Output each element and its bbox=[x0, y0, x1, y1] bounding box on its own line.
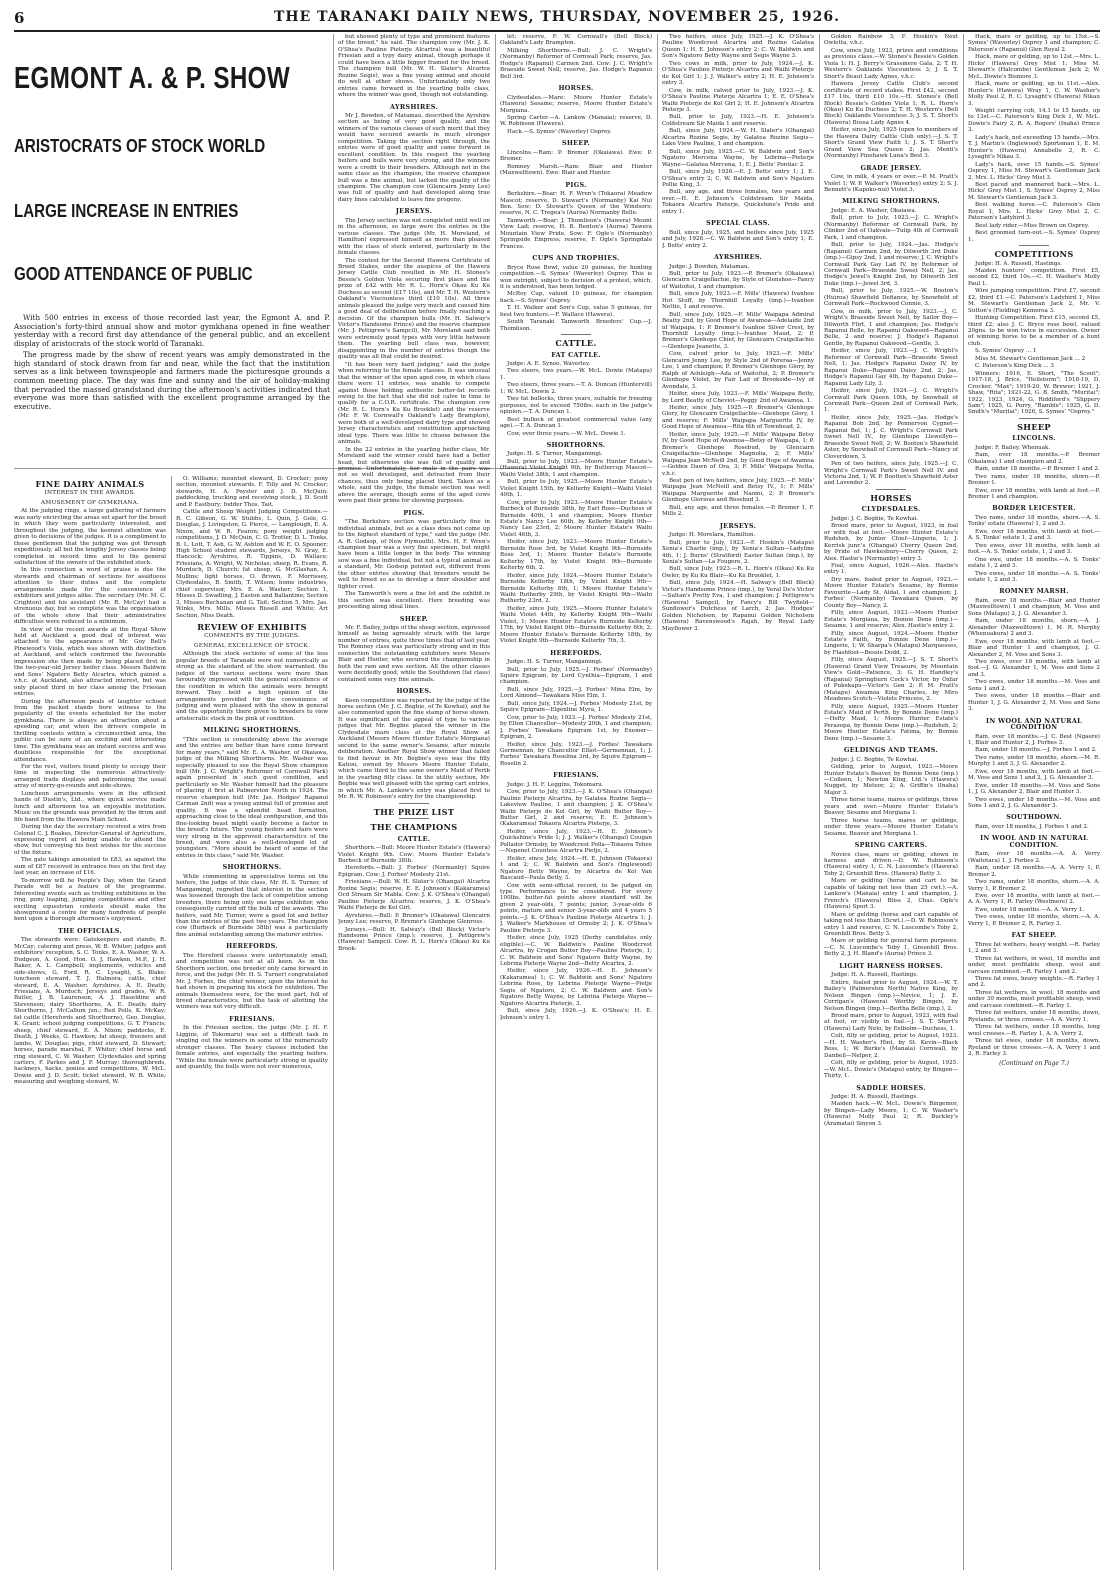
section-heading: CATTLE. bbox=[397, 834, 431, 843]
article-paragraph: Novice class, mare or gelding, shown in harness and driven.—D. W. Robinson's (Hawera) entry 1; C. N. Luscombe's (Hawera) Toby 2; Greenhill Bros. (Hawera) Betty 3. bbox=[824, 851, 958, 877]
article-paragraph: Three fat wethers, heavy weight.—R. Farley 1, 2 and 3. bbox=[968, 941, 1100, 955]
column-1 bbox=[14, 476, 166, 1570]
section-heading: PIGS. bbox=[565, 180, 587, 189]
article-paragraph: Cow, calved prior to July, 1923.—F. Mills' Glencairn Jenny Lee, by Style 2nd of Poreraa—Jenny Lee, 1 and champion; P. Bremer's Glenhope Glory, by Ralph of Ashleigh—Ada of Waitoitoi, 2; P. Bremer's Glenhope Violet, by Fair Lad of Brookside—Ivy of Avondale, 3. bbox=[662, 351, 814, 390]
section-heading: MILKING SHORTHORNS. bbox=[842, 197, 940, 206]
article-paragraph: Best pen of two heifers, since July, 1925.—F. Mills' Waipapa Jean McNeill and Betsy IV., 1; F. Mills' Waipapa Marguerite and Naomi, 2; P. Bremer's Glenhope Glorious and Rosebud 3. bbox=[662, 478, 814, 504]
article-paragraph: Hawera Jersey Cattle Club's second certificate of record stakes. First £42, second £17 10s, third £10 10s.—H. Stones's (Bell Block) Bessie's Golden Viola 1; R. L. Horn's (Okau) Ku Ku Duchess 2; T. H. Western's (Bell Block) Oaklands Viscountess 3; J. S. T. Short's (Hawera) Bossa Lady Agnes 4. bbox=[824, 81, 958, 126]
article-paragraph: Ram, under 18 months, shorn.—A. J. Alexander (Maxwelltown) 1, M. R. Murphy (Whenuakura) 2 and 3. bbox=[968, 618, 1100, 638]
section-heading: SHORTHORNS. bbox=[546, 441, 606, 450]
section-heading: SHEEP bbox=[1017, 421, 1051, 432]
article-paragraph: The gate takings amounted to £83, as against the sum of £87 received in entrance fees on the first day last year, an increase of £16. bbox=[14, 857, 166, 877]
article-paragraph: The Hereford classes were unfortunately small, and competition was not at all keen. As in the Shorthorn section, one breeder only came forward in force, and the judge (Mr. H. S. Turner) congratulated Mr. J. Forbes, the chief winner, upon the interest he had shown in preparing his stock for exhibition. The animals themselves were, for the most part, full of breed characteristics, but the task of allotting the winners was not very difficult. bbox=[176, 952, 328, 1011]
article-paragraph: Two rams, under 18 months, shorn.—A. A. Verry 1, P. Bremer 2. bbox=[968, 879, 1100, 892]
article-paragraph: Cow, prior to July, 1923.—Moore Hunter Estate's Burbeck of Burnside 38th, by Earl Ross—Duchess of Burnside 40th, 1 and champion; Moore Hunter Estate's Nancy Lee 60th, by Kellerby Knight 9th—Nancy Lee 23rd, 2; Moore Hunter Estate's Waihi Violet 46th, 3. bbox=[500, 499, 652, 538]
article-paragraph: Ram, under 18 months.—P. Bremer 1 and 2. bbox=[975, 466, 1100, 473]
article-paragraph: McRoy Cup, valued 10 guineas, for champion hack.—S. Symes' Osprey. bbox=[500, 291, 652, 304]
article-paragraph: Bull, since July, 1923.—R. L. Horn's (Okau) Ku Ku Owler, by Ku Ku Blair—Ku Ku Brooklet, 1. bbox=[662, 566, 814, 579]
article-paragraph: Ram, over 18 months.—Blair and Hunter (Maxwelltown) 1 and champion, M. Voss and Sons (Matapu) 2, J. G. Alexander 3. bbox=[968, 597, 1100, 617]
article-paragraph: O. Williams; mounted steward, D. Crocker; pony section, mounted stewards, F. Tilly and N. Crocker; stewards, H. A. Poyster and J. D. McQuin; paddocking, trucking and receiving stock, J. D. Scott and P. Eastbury; fodder Thos. Tait. bbox=[176, 476, 328, 508]
article-paragraph: Cow, in milk, calved prior to July, 1923.—J. K. O'Shea's Pauline Pieterje Alcartra 1; E. E. O'Shea's Waihi Pieterje de Kol Girl 2; H. E. Johnson's Alcartra Pieterje 3. bbox=[662, 87, 814, 113]
article-paragraph: Clydesdales.—Mare: Moore Hunter Estate's (Hawera) Sesame; reserve, Moore Hunter Estate's Morgiana. bbox=[500, 94, 652, 114]
article-paragraph: Judge: J. Bowden, Matamau. bbox=[669, 263, 750, 270]
article-paragraph: Mare or gelding (horse and cart to be capable of taking not less than 25 cwt.).—A. Lankow's (Manaia) entry 1 and champion, J. French's (Hawera) Bliss 2, Chas. Ogle's (Hawera) Sport 3. bbox=[824, 878, 958, 911]
column-4 bbox=[500, 34, 652, 1570]
article-paragraph: Dry mare, foaled prior to August, 1923.—Moore Hunter Estate's Sesame, by Bonnie Favourite—Lady St. Aldal, 1 and champion; J. Forbes' (Normanby) Tawakara Queen, by County Boy—Nancy, 2. bbox=[824, 576, 958, 609]
article-paragraph: "This section is considerably above the average and the entries are better than have come forward for many years," said Mr. E. A. Washer, of Okaiawa, judge of the Milking Shorthorns. Mr. Washer was especially pleased to see the Royal Show champion bull (Mr. J. C. Wright's Reformer of Cornwall Park) again presented in such good condition, and particularly so Mr. Washer himself had the pleasure of placing it first at Palmerston North in 1924. The reserve champion bull (Mr. Jas. Hodges' Rapanui Carman 2nd) was a young animal full of promise and quality. It was a splendid head formation, approaching close to the ideal configuration, and this fine-looking beast might easily become a factor in the breed's future. The young heifers and fairs were very strong in the approved characteristics of the breed, and were also a well-developed lot of youngsters. "More should be heard of some of the entries in this class," said Mr. Washer. bbox=[176, 736, 328, 859]
article-paragraph: Heifer, since July, 1924.—J. C. Wright's Cornwall Park Queen 10th, by Snowball of Cornwall Park—Queen 2nd of Cornwall Park, 1. bbox=[824, 388, 958, 414]
continued-note: (Continued on Page 7.) bbox=[999, 1060, 1069, 1068]
article-paragraph: Filly, since August, 1925.—Moore Hunter Estate's Maid of Perth, by Bonnie Dene (imp.)—Hefty Maid, 1; Moore Hunter Estate's Perazopa, by Bonnie Dene (imp.)—Rudsheh, 2; Moore Hunter Estate's Fatima, by Bonnie Dene (imp.)—Sesame 3. bbox=[824, 703, 958, 742]
section-heading: FAT SHEEP. bbox=[1011, 931, 1057, 940]
article-paragraph: S. Symes' Osprey ... 1 bbox=[975, 348, 1037, 355]
article-paragraph: Maiden hack.—W. McL. Dowie's Bingemor, by Bingen—Lady Moore, 1; C. W. Washer's (Hawera) Molly Paul 2; R. Buckley's (Aramatai) Sinyon 3. bbox=[824, 1101, 958, 1127]
section-heading: CLYDESDALES. bbox=[861, 505, 921, 514]
article-paragraph: Ram, under 18 months.—A. A. Verry 1, P. Bremer 2. bbox=[968, 865, 1100, 878]
column-7 bbox=[968, 34, 1100, 1570]
article-paragraph: Hunting Competition. First £15, second £5, third £2; also J. C. Bryce rose bowl, valued 20gns. to be won twice in succession. Owner of winning horse to be a member of a hunt club. bbox=[968, 315, 1100, 347]
article-paragraph: Cow with semi-official record, to be judged on type. Performance to be considered. For every 100lbs. butter-fat points above standard will be given 2 year-olds, 7 points; junior, 3-year-olds 6 points, mature and senior 3-year-olds and 4 years 5 points.—J. K. O'Shea's Pauline Pieterje Alcartra 1; J. J. Walker's Markhouse of Ormsby 2; J. K. O'Shea's Pauline Pieterje 3. bbox=[500, 882, 652, 934]
article-paragraph: Ewe, over 18 months, with lamb at foot.—P. Bremer 1 and champion. bbox=[968, 487, 1100, 500]
article-paragraph: Bull, since July, 1924.—W. H. Slater's (Ohangai) Alcartra Rozine Segis, by Galatea Rozine Segis—Lake View Pauline, 1 and champion. bbox=[662, 128, 814, 148]
section-heading: FAT CATTLE. bbox=[551, 350, 601, 359]
article-paragraph: Ram, over 18 months.—J. C. Best (Ngaere) 1, Blair and Hunter 2, J. Forbes 3. bbox=[968, 733, 1100, 746]
article-paragraph: Mare or gelding for general farm purposes.—C. N. Luscombe's Toby 1, Greenhill Bros. Betty 2, J. H. Bland's (Auroa) Prince 3. bbox=[824, 938, 958, 958]
article-paragraph: Jerseys.—Bull: H. Salway's (Bell Block) Victor's Handsome Prince (imp.); reserve, J. Pettigrew's (Hawera) Sampcil. Cow: R. L. Horn's (Okau) Ku Ku Brook- bbox=[338, 926, 490, 952]
article-paragraph: Cow, in milk, 4 years or over.—P. M. Pratt's Violet 1; W. P. Walker's (Waverley) entry 2; S. J. Bennett's (Kapoko-nui) Violet 3. bbox=[824, 174, 958, 193]
article-paragraph: Cow, in milk, prior to July, 1923.—J. C. Wright's Braeside Sweet Nell, by Sailor Boy—Dilworth Flirt, 1 and champion; Jas. Hodge's Rapanui Belle, by Rapanui Oakwood—Rapanui Belle, 2 and reserve; J. Hodge's Rapanui Gentle, by Rapanui Oakwood—Gentle, 3. bbox=[824, 308, 958, 347]
article-paragraph: Brood mare, prior to August, 1923, with foal at foot, or visibly in foal.—J. S. T. Short's (Hawera) Lady Nelo, by Eelbolm—Duchess, 1. bbox=[824, 1012, 958, 1032]
section-heading: BORDER LEICESTER. bbox=[992, 504, 1076, 513]
article-paragraph: Wire jumping competition. First £7, second £2, third £1.—C. Paterson's Ladybird 1, Miss M. Stewart's Gentleman Jack 2, Mr. V. Sutton's (Fielding) Kemeroa 3. bbox=[968, 288, 1100, 314]
section-subheading: GENERAL EXCELLENCE OF STOCK. bbox=[193, 642, 311, 649]
article-paragraph: Winners: 1916, E. Short, "The Scout"; 1917-18, J. Brice, "Heilstorm"; 1918-19, D. Crocker, "Max"; 1919-20, W. Brewer; 1921, J. Shaw, "Rita"; 1921-22, G. B. Smith, "Muritai"; 1922, 1923, 1924, G. Riddiford's "Slippery Sam"; 1925, G. Perry, "Ramble"; 1925, G. D. Smith's "Muritai"; 1926, S. Symes' "Osprey." bbox=[968, 370, 1100, 416]
column-2 bbox=[176, 476, 328, 1570]
article-paragraph: Three horse teams, mares or geldings, under three years.—Moore Hunter Estate's Sesame, Beaver and Morgiana 1. bbox=[824, 817, 958, 837]
article-paragraph: Heifer, since July, 1923.—Moore Hunter Estate's Burnside Rose 3rd, by Violet Knight 9th—Burnside Rose 3rd, 1; Moore Hunter Estate's Burnside Kelterby 17th, by Violet Knight 9th—Burnside Kelterby 6th, 2. bbox=[500, 539, 652, 572]
article-paragraph: Bull, prior to July, 1923.—H. E. Johnson's Coldstream Sir Maida 1 and reserve. bbox=[662, 114, 814, 127]
section-subheading: COMMENTS BY THE JUDGES. bbox=[204, 633, 300, 640]
article-paragraph: Ram, under 18 months.—J. Forbes 1 and 2. bbox=[975, 747, 1097, 754]
section-heading: AYRSHIRES. bbox=[390, 102, 438, 111]
article-paragraph: Two steers, three years.—T. A. Duncan (Huntervill) 1; W. McL. Dowie 2. bbox=[500, 382, 652, 395]
section-heading: FRIESIANS. bbox=[229, 1014, 275, 1023]
divider bbox=[1019, 245, 1049, 246]
article-paragraph: While commenting in appreciative terms on the heifers, the judge of this class, Mr. H. S. Turner, of Mangamingi, regretted that interest in the section was lessened through the lack of competition among breeders, there being only one large exhibitor, who consequently carried off the bulk of the awards. The heifers, said Mr. Turner, were a good lot and better than the entries of the past two years. The champion cow (Burbeck of Burnside 38th) was a particularly fine animal outstanding among the maturer entries. bbox=[176, 873, 328, 938]
article-paragraph: Hack.—S. Symes' (Waverley) Osprey. bbox=[507, 128, 612, 135]
section-heading: HORSES bbox=[870, 492, 912, 503]
section-heading: SADDLE HORSES. bbox=[856, 1083, 926, 1092]
article-paragraph: The Jersey section was not completed until well on in the afternoon, so large were the entries in the various classes. The judge (Mr. H. Moreland, of Hamilton) expressed himself as more than pleased with the class of stock entered, particularly in the female classes. bbox=[338, 217, 490, 257]
section-heading: HORSES. bbox=[558, 84, 594, 93]
article-paragraph: Mare or gelding (horse and cart capable of taking not less than 15cwt.).—D. W. Robinson's entry 1 and reserve, C. N. Luscombe's Toby 2, Greenhill Bros. Betty 3. bbox=[824, 911, 958, 937]
article-paragraph: Heifer, since July, 1923.—H. E. Johnson's Quickshine's Pride 1; J. J. Walker's (Ohangai) Cougan Pollador Ormsby, by Woodcrest Polla—Tokaora Tehee—Nepenet Countess Alcartra Pietje, 2. bbox=[500, 828, 652, 855]
article-paragraph: Cow, since July, 1923, prizes and conditions as previous class.—W. Stones's Bessie's Golden Viola 1; H. J. Berry's Grassmere Gala, 2; T. H. Western's Oaklands Viscountess 3; J. S. T. Short's Beaut Lady Agnes, v.h.c. bbox=[824, 47, 958, 80]
article-paragraph: Bull, prior to July, 1924.—Jas. Hodge's (Rapanui) Carmen 2nd, by Dilworth 3rd Duke (imp.)—Gipsy 2nd, 1 and reserve; J. C. Wright's Cornwall Park Gay Lad IV, by Reformer of Cornwall Park—Braeside Sweet Nell, 2; Jas. Hodge's Jewel's Knight 2nd, by Dilworth 3rd Duke (imp.)—Jewel 3rd, 3. bbox=[824, 242, 958, 287]
article-paragraph: Golden Rainbow 3; F. Hoskin's Next Owletta, v.h.c. bbox=[824, 34, 958, 47]
article-paragraph: Entire, foaled prior to August, 1924.—W. T. Bailey's (Palmerston North) Native King, by Nelson Bingen (imp.)—Novice, 1; J. E. Corrigan's (Hawera) Worthy Bingen, by Nelson Bingen (imp.)—Bertha Belle (imp.), 2. bbox=[824, 979, 958, 1012]
article-paragraph: Ewe, over 18 months, with lamb at foot.—M. Voss and Sons 1 and 2, J. G. Alexander 3. bbox=[968, 768, 1100, 782]
article-paragraph: Bull, any age, and three females.—P. Bremer 1, F. Mills 2. bbox=[662, 504, 814, 518]
article-paragraph: Cow, over three years.—W. McL. Dowie 1. bbox=[507, 430, 626, 437]
article-paragraph: Ewe, under 18 months.—M. Voss and Sons 1, J. G. Alexander 2, Blair and Hunter 3. bbox=[968, 782, 1100, 796]
article-paragraph: Bull, since July, 1924.—J. Forbes' Modesty 21st, by Squire Epigram—Elgenline Myra, 1. bbox=[500, 700, 652, 714]
article-paragraph: Two heifers, since July, 1925.—J. K. O'Shea's Pauline Woodcrest Alcartra and Rozine Galatea Queen 1; H. E. Johnson's entry 2; C. W. Baldwin and Son's Ngatoro Betty Wayne and Segis Wayne 3. bbox=[662, 34, 814, 60]
section-heading: HEREFORDS. bbox=[550, 648, 602, 657]
article-paragraph: Bull, since July, 1925.—J. Forbes' Mina Elm, by Lord Almond—Tawakara Miss Elm, 1. bbox=[500, 686, 652, 700]
article-paragraph: Best walking horse.—C. Paterson's Glen Royal 1, Mrs. L. Hicks' Grey Mist 2, C. Paterson's Ladybird 3. bbox=[968, 202, 1100, 222]
section-heading: SPECIAL CLASS. bbox=[706, 219, 770, 228]
article-paragraph: Friesians.—Bull: W. H. Slater's (Ohangai) Alcartra Rozine Segis; reserve, E. E. Johnson's (Kakaramea) Ocd Stream Sir Mabla. Cow: J. K. O'Shea's (Ohangai) Pauline Pieterje Alcartra; reserve, J. K. O'Shea's Waihi Pieterje de Kol Girl. bbox=[338, 879, 490, 912]
article-paragraph: Judge: H. S. Turner, Mangamingi. bbox=[507, 451, 603, 458]
article-paragraph: Judge: H. S. Turner, Mangamingi. bbox=[507, 659, 603, 666]
article-paragraph: Pen of two heifers, since July, 1925.—J. C. Wright's Cornwall Park's Sweet Nell IV. and Victoria 2nd, 1; W. P. Bootten's Shawfield Aster and Lavender 2. bbox=[824, 461, 958, 487]
article-paragraph: Two fat bullocks, three years, suitable for freezing purposes, not to exceed 750lbs. each in the judge's opinion.—T. A. Duncan 1. bbox=[500, 396, 652, 416]
column-rule bbox=[657, 34, 658, 1570]
article-paragraph: Heifer, since July, 1924.—H. E. Johnson (Tokaora) 1 and 2; C. W. Baldwin and Son's (Inglewood) Ngatoro Betty Wayne, by Alcartra de Kol Van Bascaud—Paula Betty, 3. bbox=[500, 855, 652, 882]
article-paragraph: Gelding, prior to August, 1923.—Moore Hunter Estate's Beaver, by Bonnie Dene (imp.)—Colleen, 1; Newton King, Ltd.'s (Hawera) Nugget, by Meteor, 2; A. Griffin's (Inaha) Major 3. bbox=[824, 764, 958, 796]
article-paragraph: Heifer, since July, 1923.—J. Forbes' Tawakara Germennan, by Chancellor Elliot—Germennan, 1; J. Forbes' Tawakara Roselina 3rd, by Squire Epigram—Roselin 2. bbox=[500, 741, 652, 767]
article-paragraph: Berkshire.—Boar: H. F. Wren's (Tokaora) Meadow Mascot; reserve, D. Stewart's (Normanby) Kai Nui Ben. Sow: D. Stewart's Queen of the Windsors; reserve, N. C. Tregea's (Auroa) Normanby Belle. bbox=[500, 191, 652, 217]
article-paragraph: Lady's hack, not exceeding 15 hands.—Mrs. T. J. Martin's (Inglewood) Sportsman 1, E. M. Hunter's (Hawera) Annabelle 2, R. C. Lysaght's Nikau 3. bbox=[968, 134, 1100, 161]
article-paragraph: Bull, since July, 1925.—C. W. Baldwin and Son's Ngatoro Mercena Wayne, by Lebrina—Pieterje Wayne—Galatea Mercena, 1; E. J. Betts' Pontiac 2. bbox=[662, 148, 814, 168]
article-paragraph: Bull, any age, and three females, two years and over.—H. E. Johnson's Coldstream Sir Maida, Tokaora Alcartra Pieterje, Quickshine's Pride and entry 1. bbox=[662, 189, 814, 215]
section-heading: GELDINGS AND TEAMS. bbox=[843, 746, 939, 755]
column-3 bbox=[338, 34, 490, 1570]
article-paragraph: Cow, prior to July, 1923.—J. K. O'Shea's (Ohangai) Pauline Pieterje Alcartra, by Galatea Rozine Segis—Lakeview Pauline, 1 and champion; J. K. O'Shea's Waihi Pieterje de Kol Girl, by Waihi Butter Boy—Butter Girl, 2 and reserve; E. E. Johnson's (Kakaramea) Tokaora Alcartra Pieterje, 3. bbox=[500, 789, 652, 828]
article-paragraph: Three fat wethers, in wool, 18 months and under, most profitable sheep, wool and carcase combined.—R. Farley 1 and 2. bbox=[968, 955, 1100, 975]
divider bbox=[561, 334, 591, 335]
article-paragraph: Judge: E. A. Washer, Okaiawa. bbox=[831, 207, 917, 214]
article-paragraph: Ewe, over 18 months, with lamb at foot.—A. A. Verry 1, R. Farley (Westmere) 2. bbox=[968, 893, 1100, 906]
article-paragraph: In the 22 entries in the yearling heifer class, Mr. Moreland said the winner could have had a better head, but otherwise she was full of quality and promise. Unfortunately, her mate in the pairs was not so well developed, and detracted from their chances, thus only being placed third. Taken as a whole, said the judge, the female section was well above the average, though some of the aged cows were past their prime for showing purposes. bbox=[338, 446, 490, 505]
column-5 bbox=[662, 34, 814, 1570]
article-paragraph: Foal, since August, 1926.—Alex. Hastie's entry 1. bbox=[824, 562, 958, 576]
article-paragraph: Ram, over 18 months, J. Forbes 1 and 2. bbox=[975, 823, 1089, 830]
section-heading: LINCOLNS. bbox=[1012, 434, 1056, 443]
article-paragraph: Best lady rider.—Miss Brown on Osprey. bbox=[975, 222, 1090, 229]
article-paragraph: The stewards were: Gatekeepers and stands, R. McCay; catering and press, W. B. Whiter; judges and exhibitors' reception, S. C. Tonks, E. A. Washer, W. A. Dudgeon, A. Good, Hon. O. J. Hawken, M.P., J. H. Baker, A. L. Campbell; implements, vehicles and side-shows, G. Ford, R. C. Lysaght, S. Blake; luncheon steward, T. J. Halmora; cattle, chief steward, E. A. Washer; Ayrshires, A. E. Death; Friesians, A. Murdoch; Jerseys and grades, W. R. Butler, J. B. Laurenson, A. J. Haseldine and Stevenson; dairy Shorthorns, A. E. Death; dairy Shorthorns, J. McCallum jun.; Red Polls, K. McKay; fat cattle (Herefords and Shorthorns), Geo. Douglas, K. Grant; school judging competitions, G. T. Francis; sheep, chief steward, E. A. Nixon; paddocks, E. Death, J. Weeks, G. Hawken; fat sheep, freezers and lambs, W. Douglas; pigs, chief steward, D. Stewart; horses, parade marshal, F. Whiter; chief horse and ring steward, C. W. Washer; Clydesdales and spring carters, F. Parkes and J. P. Murray; thoroughbreds, hackneys, hacks, ponies and competitions, W. McL. Dowie and J. D. Scott; ticket steward, W. B. White; measuring and weighing steward, W. bbox=[14, 937, 166, 1086]
article-paragraph: Luncheon arrangements were in the efficient hands of Dustin's, Ltd., where quick service made lunch and afternoon tea an enjoyable institution. Music on the grounds was provided by the drum and fife band from the Hawera Main School. bbox=[14, 790, 166, 823]
article-paragraph: Heifer, since July, 1925.—P. Bremer's Glenhope Glory, by Glencairn Craigellachie—Glenhope Glory, 1 and reserve; F. Mills' Waipapa Marguerite IV, by Good Hope of Awamoa—Rita 6th of Townhead, 2. bbox=[662, 405, 814, 431]
section-heading: MILKING SHORTHORNS. bbox=[203, 726, 301, 735]
article-paragraph: The Tamworth's were a fine lot and the exhibit in this section was excellent. Here breeding was proceeding along ideal lines. bbox=[338, 591, 490, 611]
subheadline-3: GOOD ATTENDANCE OF PUBLIC bbox=[14, 264, 253, 284]
article-paragraph: Bryce Rose Bowl, value 20 guineas, for hunting competition.—S. Symes' (Waverley) Osprey. This is won outright, subject to decision of a protest, which, it is understood, has been lodged. bbox=[500, 264, 652, 290]
article-paragraph: Bull, prior to July, 1923.—F. Hoskin's (Matapu) Xenia's Charlie (imp.), by Xenia's Sultan—Ladyline 4th, 1; J. Burns' (Stratford) Easter Sultan (imp.), by Xenia's Sultan—La Fougere, 2. bbox=[662, 539, 814, 565]
article-paragraph: During the afternoon peals of laughter echoed from the packed stands bore witness to the popularity of the events scheduled for the motor gymkhana. There is always an attraction about a speeding car, and when the drivers compete in thrilling contests within a circumscribed area, the public can be sure of an exciting and interesting time. The gymkhana was an instant success and was doubtless responsible for the exceptional attendance. bbox=[14, 698, 166, 763]
divider bbox=[876, 489, 906, 490]
article-paragraph: Filly, since August, 1924.—Moore Hunter Estate's Faith, by Bonnie Dene (imp.)—Lingerie, 1; W. Sharpa's (Matapu) Marquesses, by Flashfoot—Bessie Dodd, 2. bbox=[824, 630, 958, 656]
article-paragraph: Heifer, since July, 1925 (open to members of the Hawera Dairy Cattle Club only).—J. S. T. Short's Grand View Faith 1; J. S. T. Short's Grand View Sea Queen 2; Jas. Menti's (Normanby) Pinehawk Luna's Best 3. bbox=[824, 127, 958, 160]
article-paragraph: Heifer, since July, 1924.—Moore Hunter Estate's Burnside Kelterby 18th, by Violet Knight 9th—Burnside Kelterby 8th, 1; Moore Hunter Estate's Waihi Rutherby 29th, by Violet Knight 9th—Waihi Rutherby 23rd, 2. bbox=[500, 572, 652, 605]
article-paragraph: South Taranaki Tamworth Breeders' Cup.—J. Thomlison. bbox=[500, 319, 652, 332]
column-rule bbox=[495, 34, 496, 1570]
article-paragraph: Although the stock sections of some of the less popular breeds of Taranaki were not numerically as strong as the standard of the show warranted, the judges of the various sections were more than favourably impressed with the general excellence of the condition in which the animals were brought forward. They held a high opinion of the arrangements provided for the convenience of judging and were pleased with the show in general and the opportunity there given to breeders to view aristocratic stock in the pink of condition. bbox=[176, 651, 328, 722]
newspaper-title: THE TARANAKI DAILY NEWS, THURSDAY, NOVEMBER 25, 1926. bbox=[273, 9, 841, 25]
article-paragraph: Two ewes, under 18 months, shorn.—A. A. Verry 1, P. Bremer 2, R. Farley 3. bbox=[968, 914, 1100, 927]
article-paragraph: Two ewes, under 18 months.—A. S. Tonks' estate 1, 2 and 3. bbox=[968, 570, 1100, 583]
article-paragraph: Ram, over 18 months.—P. Bremer (Okaiawa) 1 and champion and 2. bbox=[968, 452, 1100, 465]
article-paragraph: Ewe, over 18 months, with lamb at foot.—Blair and Hunter 1 and champion, J. G. Alexander 2, M. Voss and Sons 3. bbox=[968, 638, 1100, 658]
article-paragraph: Milking Shorthorns.—Bull: J. C. Wright's (Normanby) Reformer of Cornwall Park; reserve, Jas. Hodge's (Rapanui) Carmen 2nd. Cow: J. C. Wright's Braeside Sweet Nell; reserve, Jas. Hodge's Rapanui Bell 3rd. bbox=[500, 47, 652, 80]
article-paragraph: Bull, prior to July, 1925.—Moore Hunter Estate's Violet Knight 15th, by Kelterby Knight—Waihi Violet 40th, 1. bbox=[500, 479, 652, 499]
article-paragraph: Heifer, since July, 1925.—Moore Hunter Estate's Waihi Violet 44th, by Kellerby Knight 9th—Waihi Violet, 1; Moore Hunter Estate's Burnside Kelterby 17th, by Violet Knight 9th—Burnside Kelterby 6th, 2; Moore Hunter Estate's Burnside Kelterby 18th, by Violet Knight 9th—Burnside Kelterby 7th, 3. bbox=[500, 605, 652, 645]
article-paragraph: Judge: H. A. Russell, Hastings. bbox=[975, 260, 1062, 267]
main-headline: EGMONT A. & P. SHOW bbox=[14, 60, 291, 95]
article-paragraph: Two rams, under 18 months, shorn.—M. R. Murphy 1 and 3, J. G. Alexander 2. bbox=[968, 754, 1100, 768]
section-heading: IN WOOL AND IN NATURAL CONDITION. bbox=[980, 834, 1088, 849]
column-rule bbox=[333, 34, 334, 1570]
article-paragraph: Best bullock of greatest commercial value (any age).—T. A. Duncan 1. bbox=[500, 416, 652, 430]
article-paragraph: Colt, filly or gelding, prior to August, 1925.—W. McL. Dowie's (Matapu) entry, by Bingen—Thirty, 1. bbox=[824, 1060, 958, 1080]
article-paragraph: Ewe, under 18 months.—A. A. Verry 1. bbox=[975, 906, 1085, 913]
article-paragraph: C. Paterson's King Dick ... 3 bbox=[975, 363, 1054, 370]
article-paragraph: Heifer, since July, 1925.—Jas. Hodge's Rapanui Bob 2nd, by Pennervon Cygnet—Rapanui Bel, 1; J. C. Wright's Cornwall Park Sweet Nell IV., by Glenhope Llewellyn—Braeside Sweet Nell, 2; W. Booton's Shawfield Aster, by Snowball of Cornwall Park—Nancy of Cloverdown, 3. bbox=[824, 414, 958, 460]
article-paragraph: Cattle and Sheep Weight Judging Competitions.—R. C. Gibson, G. W. Stubbs, L. Quin, J. Gole, G. Douglas, J. Livingston, G. Pierce, — Lamplough, E. A. Nixon, and W. R. Fearon; pony weight judging competitions, J. D. McQuin, C. G. Trotter, D. L. Tonks, B. L. Lott, T. Ash, G. W. Ashton and W. E. O. Spooner; High School student stewards, Jerseys, N. Gray, E. Hancock; Ayrshires, R. Tippins, D. Wallace; Friesians, A. Wright, W. Nicholas; sheep, R. Evans, R. Murdoch, D. Church; fat sheep, G. McGlashan, A. Mullins; light horses, O. Brown, F. Morrissey, Clydesdales, B. Smith, T. Wilson; home industries, chief supervisor, Mrs. E. A. Washer; Section 1, Misses D. Swadling, J. Easton and Ballantine; Section 3, Misses Buchanan and G. Tait; Section 5, Mrs. Jas. Winks, Mrs. Mills, Misses Bissell and White; Art Section, Miss Death. bbox=[176, 509, 328, 619]
article-paragraph: Hack, mare or gelding, up to 15st.—S. Symes' (Waverley) Osprey 1 and champion; C. Paterson's (Rapanui) Glen Royal 2. bbox=[968, 34, 1100, 53]
section-heading: GRADE JERSEY. bbox=[860, 163, 922, 172]
article-paragraph: Filly, since August, 1923.—Moore Hunter Estate's Morgiana, by Bonnie Dene (imp.)—Sesame, 1 and reserve; Alex. Hastie's entry 2. bbox=[824, 610, 958, 630]
divider bbox=[1019, 418, 1049, 419]
article-paragraph: Two ewes, under 18 months.—M. Voss and Sons 1 and 2. bbox=[968, 679, 1100, 692]
article-paragraph: but showed plenty of type and prominent features of the breed," he said. The champion cow (Mr. J. K. O'Shea's Pauline Pieterje Alcartra) was a beautiful Friesian and a typy dairy animal, though perhaps it could have been a little bigger framed for the breed. The champion bull (Mr. W. H. Slater's Alcartra Rozine Segis), was a fine young animal and should do well at other shows. Unfortunately only two entries came forward in the yearling bulls class, where the winner was good, though not outstanding. bbox=[338, 34, 490, 99]
section-heading: SPRING CARTERS. bbox=[854, 841, 928, 850]
article-paragraph: Heifer, since July, 1923.—J. C. Wright's Reformer of Cornwall Park—Braeside Sweet Nell, 1; Jas. Hodge's Rapanui Daisy IV, by Rapanui Duke—Rapanui Daisy 2nd, 2; Jas. Hodge's Rapanui Gay 4th, by Rapanui Duke—Rapanui Lady Lily, 3. bbox=[824, 348, 958, 387]
section-heading: ROMNEY MARSH. bbox=[999, 587, 1069, 596]
article-paragraph: Ewe, over 18 months, with lamb at foot.—A. S. Tonks' estate 1, 2 and 3. bbox=[968, 528, 1100, 542]
article-paragraph: Tamworth.—Boar: J. Thomlison's (Hawera) Mount View Lad; reserve, H. B. Benton's (Auroa) Tawera Mountain View Pride. Sow: F. Ogle's (Normanby) Springside Empress; reserve, F. Ogle's Springdale Frances. bbox=[500, 217, 652, 250]
intro-paragraph: With 500 entries in excess of those recorded last year, the Egmont A. and P. Association's forty-third annual show and motor gymkhana opened in fine weather yesterday with a record first day attendance of the general public, and an excellent display of aristocrats of the stock world of Taranaki. bbox=[14, 313, 330, 349]
article-paragraph: Bull, prior to July, 1925.—W. Booton's (Huiroa) Shawfield Defiance, by Snowfield of Cornwall Park—Rockwood Connie, 3. bbox=[824, 288, 958, 308]
article-paragraph: Judge: H. A. Russell, Hastings. bbox=[831, 1093, 918, 1100]
article-paragraph: Judge: H. A. Russell, Hastings. bbox=[831, 972, 918, 979]
article-paragraph: Two ewes, over 18 months, with lamb at foot.—J. G. Alexander 1, M. Voss and Sons 2 and 3. bbox=[968, 658, 1100, 678]
section-heading: REVIEW OF EXHIBITS bbox=[197, 621, 307, 632]
article-paragraph: Three horse teams, mares or geldings, three years and over.—Moore Hunter Estate's Beaver, Sesame and Morgiana 1. bbox=[824, 797, 958, 817]
article-paragraph: Heifer, since July, 1926.—H. E. Johnson's (Kakaramea) 1; C. W. Baldwin and Sons' Ngatoro Lebrina Rose, by Lebrina Pieterje Wayne—Pietje Segis of Ngatoro, 2; C. W. Baldwin and Son's Ngatoro Betty Wayne, by Lebrina Pieterje Wayne—Ngatoro Alcartra Pieterje, 3. bbox=[500, 968, 652, 1007]
article-paragraph: Best paced and mannered hack.—Mrs. L. Hicks' Grey Mist 1, S. Symes' Osprey 2, Miss M. Stewart's Gentleman Jack 3. bbox=[968, 181, 1100, 201]
article-paragraph: Colt, filly or gelding, prior to August, 1923.—H. H. Washer's Hint, by St. Kevin—Black Bess, 1; W. Burke's (Manaia) Cornwall, by Danbell—Nelper, 2. bbox=[824, 1033, 958, 1059]
article-paragraph: In the Friesian section, the judge (Mr. J. H. F. Liggins, of Tokomaru) was set a difficult task in singling out the winners in some of the numerically stronger classes. The heavy classes included the female entries, and especially the yearling heifers. "While the female were particularly strong in quality and quantity, the bulls were not over numerous, bbox=[176, 1025, 328, 1071]
article-paragraph: For the rest, visitors found plenty to occupy their time in inspecting the numerous attractively-arranged trade displays and patronising the usual array of merry-go-rounds and side-shows. bbox=[14, 764, 166, 790]
article-paragraph: T. H. Walker and Son's Cup, value 5 guineas, for best two hunters.—F. Wallace (Hawera). bbox=[500, 305, 652, 318]
article-paragraph: "The Berkshire section was particularly fine in individual animals, but as a class does not come up to the highest standard of type," said the judge (Mr. A. R. Godsop, of New Plymouth). Mrs. H. F. Wren's champion boar was a very fine specimen, but might have been a little longer in the body. The winning sow was a fine individual, but not a typical animal as a standard, Mr. Godsop pointed out, different from the other entries showing that breeders would be well to breed so as to develop a finer shoulder and lighter crest. bbox=[338, 519, 490, 590]
article-paragraph: To-morrow will be People's Day, when the Grand Parade will be a feature of the programme. Interesting events such as trotting exhibitions in the ring, pony leaping, jumping competitions and other exciting equestrian contests should make the showground a centre for many hundreds of people bent upon a thorough afternoon's enjoyment. bbox=[14, 877, 166, 923]
subheadline-2: LARGE INCREASE IN ENTRIES bbox=[14, 201, 239, 221]
section-heading: SHEEP. bbox=[561, 139, 591, 148]
section-subheading: INTEREST IN THE AWARDS. bbox=[44, 490, 136, 497]
column-6 bbox=[824, 34, 958, 1570]
article-paragraph: In view of the recent awards at the Royal Show held at Auckland a good deal of interest was attached to the appearance of Mr. Guy Bell's Pinewood's Viola, which was shown with distinction at Auckland, and which confirmed the favourable impression she then made by being placed first in the two-year-old Jersey heifer class. Messrs Baldwin and Sons' Ngatoro Betty Alcartra, which gained a v.h.c. at Auckland, also attracted interest, but was only placed third in her class among the Friesian entries. bbox=[14, 626, 166, 698]
section-subheading: AMUSEMENT OF GYMKHANA. bbox=[40, 499, 140, 506]
article-paragraph: Herefords.—Bull: J. Forbes' (Normanby) Squire Epigram. Cow: J. Forbes' Modesty 21st. bbox=[338, 865, 490, 878]
article-paragraph: Two ewes, under 18 months.—M. Voss and Sons 1 and 2, J. G. Alexander 3. bbox=[968, 796, 1100, 810]
article-paragraph: Three fat ewes, heavy weights.—R. Farley 1 and 2. bbox=[968, 976, 1100, 989]
section-heading: COMPETITIONS bbox=[994, 249, 1074, 260]
article-paragraph: Bull, prior to July, 1923.—P. Bremer's (Okaiawa) Glencairn Craigellachie, by Style of Glenshoe—Fancy of Waitoitoi, 1 and champion. bbox=[662, 270, 814, 290]
article-paragraph: Heifer, since July, 1925.—F. Mills' Waipapa Betsy IV, by Good Hope of Awamoa—Betsy of Waipapa, 1; P. Bremer's Glenhope Rosebud, by Glencairn Craigellachie—Glenhope Magnolia, 2; F. Mills' Waipapa Jean McNeill 2nd, by Good Hope of Awamoa—Golden Dawn of Ora, 3; F. Mills' Waipapa Netta, v.h.c. bbox=[662, 431, 814, 477]
article-paragraph: Judge: J. H. F. Leggins, Tokomaru. bbox=[507, 781, 604, 788]
section-heading: CUPS AND TROPHIES. bbox=[532, 254, 620, 263]
section-heading: IN WOOL AND NATURAL CONDITION bbox=[986, 716, 1082, 732]
section-heading: SHEEP. bbox=[399, 614, 429, 623]
article-paragraph: Two rams, under 18 months, shorn.—P. Bremer 1. bbox=[968, 473, 1100, 487]
section-heading: CATTLE. bbox=[555, 338, 597, 349]
article-paragraph: Brood mare, prior to August, 1923, in foal or with foal at foot.—Moore Hunter Estate's Rudsheh, by Junior Chief—Lingerie, 1; J. Kerrisk junr.'s (Ohangai) Cherry Queen 2nd, by Pride of Hawkesbury—Cherry Queen, 2; Alex. Hastie's (Normanby) entry 3. bbox=[824, 523, 958, 562]
article-paragraph: Three fat wethers, under 18 months, down, Ryelands, or three crosses.—A. A. Verry 1. bbox=[968, 1010, 1100, 1023]
article-paragraph: Judge: J. C. Begbie, Te Kowhai. bbox=[831, 515, 919, 522]
section-heading: HEREFORDS. bbox=[226, 942, 278, 951]
article-paragraph: Maiden hunters' competition. First £5, second £2, third 10s.—C. H. Washer's Molly Paul 1. bbox=[968, 267, 1100, 287]
article-paragraph: Keen competition was reported by the judge of the horse section (Mr. J. C. Begbie, of Te Kowhai), and he also commented upon the fine stamp of horse shown. It was significant of the appeal of type to various judges that Mr. Begbie placed the winner in the Clydesdale mare class at the Royal Show at Auckland (Messrs Moore Hunter Estate's Morgiana) second to the same owner's Sesame, after minute deliberation. Another Royal Show winner that failed to find favour in Mr. Begbie's eyes was the filly Katiou, owned by Messrs Moore Hunter Estate, which came third to the same owner's Maid of Perth in the yearling filly class. In the utility section, Mr. Begbie was well pleased with the spring cart entries, in which Mr. A. Lankow's entry was placed first to Mr. R. W. Robinson's entry for the championship. bbox=[338, 697, 490, 801]
divider bbox=[399, 803, 429, 804]
article-paragraph: Romney Marsh.—Ram: Blair and Hunter (Maxwelltown). Ewe: Blair and Hunter. bbox=[500, 163, 652, 177]
article-paragraph: Lincolns.—Ram: P. Bremer (Okaiawa). Ewe: P. Bremer. bbox=[500, 149, 652, 163]
article-paragraph: Judge: A. E. Synoo, Waverley. bbox=[507, 361, 591, 368]
section-heading: FINE DAIRY ANIMALS bbox=[35, 479, 145, 489]
section-heading: THE CHAMPIONS bbox=[370, 822, 458, 833]
article-paragraph: Bull, since July, 1926.—E. J. Betts' entry 1; J. E. O'Shea's entry 2; C. W. Baldwin and Son's Ngatoro Pollie King, 3. bbox=[662, 169, 814, 188]
article-paragraph: let; reserve, F. W. Cornwall's (Bell Block) Oakland's Lady Brampton. bbox=[500, 34, 652, 47]
column-rule bbox=[963, 34, 964, 1570]
article-paragraph: One ewe, under 18 months.—A. S. Tonks' estate 1, 2 and 3. bbox=[968, 556, 1100, 570]
article-paragraph: Bull, since July, 1926.—J. K. O'Shea's; H. E. Johnson's entry 1. bbox=[500, 1008, 652, 1021]
article-paragraph: Two rams, under 18 months, shorn.—A. S. Tonks' estate (Hawera) 1, 2 and 3. bbox=[968, 514, 1100, 528]
article-paragraph: Hack, mare or gelding, up to 11st.—Alex. Hunter's (Hawera) Wray 1, C. W. Washer's Molly Paul 2, R. C. Lysaght's (Hawera) Nikau 3. bbox=[968, 81, 1100, 107]
article-paragraph: Two cows in milk, prior to July, 1924.—J. K. O'Shea's Pauline Pieterje Alcartra and Waihi Pieterje de Kol Girl 1; J. J. Walker's entry 2; H. E. Johnson's entry 3. bbox=[662, 60, 814, 87]
article-paragraph: Bull, prior to July, 1923.—Moore Hunter Estate's (Hawera) Violet Knight 9th, by Buttercup Mascot—Waihi Violet 38th, 1 and champion. bbox=[500, 458, 652, 478]
article-paragraph: Mr. F. Bailey, judge of the sheep section, expressed himself as being agreeably struck with the large number of entries, quite three times that of last year. The Romney class was particularly strong and in this connection the outstanding exhibitors were Messrs Blair and Hunter, who secured the championship in both the ram and ewe section. All the other classes were decidedly good, while the Southdown (fat class) contained some very fine animals. bbox=[338, 624, 490, 683]
section-heading: LIGHT HARNESS HORSES. bbox=[839, 961, 943, 970]
divider bbox=[399, 818, 429, 819]
article-paragraph: Bull, prior to July, 1925.—J. Forbes' (Normanby) Squire Epigram, by Lord Cynthia—Epigram, 1 and champion. bbox=[500, 666, 652, 686]
section-heading: THE OFFICIALS. bbox=[58, 926, 122, 935]
article-paragraph: Weight carrying cob, 14.1 to 15 hands, up to 13st.—C. Paterson's King Dick 1, W. McL. Dowie's Fairy 2, R. A. Rogers' (Inaha) Prince 3. bbox=[968, 107, 1100, 134]
article-paragraph: Ayrshires.—Bull: P. Bremer's (Okaiawa) Glencairn Jenny Lee; reserve, P. Bremer's Glenhope Glenross. bbox=[338, 912, 490, 926]
article-paragraph: Judge: F. Bailey, Whenuak. bbox=[975, 444, 1051, 451]
article-paragraph: Two ewes, over 18 months, with lamb at foot.—A. S. Tonks' estate, 1, 2 and 3. bbox=[968, 542, 1100, 556]
article-paragraph: Two steers, two years.—W. McL. Dowie (Matapu) 1. bbox=[500, 368, 652, 381]
article-paragraph: Mr J. Bowden, of Matamau, described the Ayrshire section as being of very good quality, and the winners of the various classes of such merit that they would have secured awards in much stronger competition. Taking the section right through, the entries were of good quality and came forward in excellent condition. In this respect the yearling heifers and bulls were very strong, and the winners were a credit to their breeders. Although not in the same class as the champion, the reserve champion bull was a fine animal, but lacked the quality of the champion. The champion cow (Glencairn Jenny Lee) was full of quality and had developed along true dairy lines calculated to leave fine progeny. bbox=[338, 112, 490, 203]
column-rule bbox=[171, 476, 172, 1570]
article-paragraph: At the judging rings, a large gathering of farmers was early encircling the areas set apart for the breed in which they were particularly interested, and throughout the judging, the keenest attention was given to decisions of the judges. It is a compliment to those gentlemen that the judging was got through expeditiously, all but the lengthy Jersey classes being completed in record time and to the general satisfaction of the owners of the exhibited stock. bbox=[14, 508, 166, 566]
intro-paragraph: The progress made by the show of recent years was amply demonstrated in the high standard of stock drawn from far and near, while the fact that the institution serves as a link between townspeople and farmers made the picturesque grounds a common meeting place. The day was fine and sunny and the air of holiday-making that pervaded the massed grandstand during the afternoon's activities indicated that everyone was more than satisfied with the excellent programme arranged by the executive. bbox=[14, 349, 330, 412]
article-paragraph: Judge: H. Morelara, Hamilton. bbox=[669, 532, 756, 539]
article-paragraph: In this connection a word of praise is due the stewards and chairman of sections for assiduous attention to their duties and the complete arrangements made for the convenience of exhibitors and judges alike. The secretary (Mr. M. C. Crighton) and his assistant (Mr. R. McCay) had a strenuous day, but so complete was the organisation of the whole show that their administrative difficulties were reduced to a minimum. bbox=[14, 567, 166, 626]
article-paragraph: Bull, since July, 1925.—F. Mills' Waipapa Admiral Beatty 2nd, by Good Hope of Awamoa—Adelaide 2nd of Waipapa, 1; P. Bremer's Ivanhoe Silver Crest, by Thornhill Loyalty (imp.)—Ivanhoe Maud, 2; P. Bremer's Glenhope Chief, by Glencairn Craigellachie—Glenhope Jeanette, 3. bbox=[662, 311, 814, 350]
article-paragraph: Hack, mare or gelding, up to 12st.—Mrs. L. Hicks' (Hawera) Grey Mist 1; Miss M. Stewart's (Halcombe) Gentleman Jack 2; W. McL. Dowie's Bismore 3. bbox=[968, 54, 1100, 80]
article-paragraph: Cow, prior to July, 1923.—J. Forbes' Modesty 21st, by Elton Chancellor—Modesty 20th, 1 and champion; J. Forbes' Tawakara Epigram 1st, by Exemer—Epigram, 2. bbox=[500, 714, 652, 741]
article-paragraph: Shorthorn.—Bull: Moore Hunter Estate's (Hawera) Violet Knight 9th. Cow: Moore Hunter Estate's Burbeck of Burnside 38th. bbox=[338, 845, 490, 865]
section-heading: THE PRIZE LIST bbox=[373, 806, 455, 817]
article-paragraph: Miss M. Stewart's Gentleman Jack ... 2 bbox=[975, 355, 1086, 362]
article-paragraph: Filly, since August, 1925.—J. S. T. Short's (Hawera) Grand View Treasure, by Mountain View's Gold—Patience, 3; G. H. Handley's (Rapanui) Springburn Cock's Victor, by Oxfar of Pukekapu—Victor's Gen 2; P. M. Pratt's (Matapu) Awamoa King Charles, by Miro Meadows Scotch—Violets Princess, 2. bbox=[824, 657, 958, 703]
subheadline-1: ARISTOCRATS OF STOCK WORLD bbox=[14, 136, 266, 156]
section-heading: HORSES. bbox=[396, 687, 432, 696]
article-paragraph: Ram, over 18 months.—A. A. Verry (Waitotara) 1, J. Forbes 2. bbox=[968, 851, 1100, 864]
masthead bbox=[14, 6, 1100, 32]
article-paragraph: Bull, since July, 1923.—F. Mills' (Hawera) Ivanhoe Hot Stuff, by Thornhill Loyalty (imp.)—Ivanhoe Nettie, 1 and reserve. bbox=[662, 291, 814, 311]
column-rule bbox=[819, 34, 820, 1570]
article-paragraph: Three fat wethers, in wool, 18 months and under 30 months, most profitable sheep, wool and carcase combined.—R. Farley 1. bbox=[968, 989, 1100, 1009]
article-paragraph: Heifer, since July, 1923.—F. Mills' Waipapa Betty, by Lord Beatty of Cheviot—Peggy 2nd of Awamoa, 1. bbox=[662, 391, 814, 404]
section-heading: SOUTHDOWN. bbox=[1006, 813, 1062, 822]
article-paragraph: Lady's hack, over 15 hands.—S. Symes' Osprey 1, Miss M. Stewart's Gentleman Jack 2, Mrs. L. Hicks' Grey Mist 3. bbox=[968, 161, 1100, 181]
article-paragraph: During the day the secretary received a wire from Colonel C. J. Boakes, Director-General of Agriculture, expressing regret at being unable to attend the show, but conveying his best wishes for the success of the fixture. bbox=[14, 824, 166, 856]
article-paragraph: Judge: J. C. Begbie, Te Kowhai. bbox=[831, 756, 919, 763]
article-paragraph: Best groomed turn-out.—S. Symes' Osprey 1. bbox=[968, 230, 1100, 243]
section-heading: FRIESIANS. bbox=[553, 771, 599, 780]
headline-block bbox=[14, 34, 330, 294]
article-paragraph: Bull, since July, 1925, and heifers since July, 1925 and July, 1926.—C. W. Baldwin and Son's entry 1; E. J. Betts' entry 2. bbox=[662, 229, 814, 249]
section-heading: PIGS. bbox=[403, 508, 425, 517]
article-paragraph: Three fat ewes, under 18 months, down, Ryeland or three crosses.—A. A. Verry 1 and 2, R. Farley 3. bbox=[968, 1038, 1100, 1057]
article-paragraph: Heifer, since July, 1925 (Derby candidates only eligible).—C. W. Baldwin's Pauline Woodcrest Alcartra, by Crogan Butter Boy—Pauline Pieterje, 1; C. W. Baldwin and Sons' Ngatoro Betty Wayne, by Lebrina Pieterje Wayne 2nd—Betty Alcartra, 2. bbox=[500, 935, 652, 967]
article-paragraph: Bull, since July, 1924.—H. Salway's (Bell Block) Victor's Handsome Prince (imp.), by Veral De's Victor—Sultan's Pretty Eva, 1 and champion; J. Pettigrew's (Hawera) Sampcil, by Fancy's Bill Twyfield—Sunflower's Dutchess of Larch, 2; Jas. Hodges' Golden Nicholson, by Rapanui Golden Nicholson (Hawera) Ravenswood's Rajah, by Royal Lady Mayflower 3. bbox=[662, 580, 814, 632]
article-paragraph: Bull, prior to July, 1923.—J. C. Wright's (Normanby) Reformer of Cornwall Park, by Clinker 2nd of Oakvale—Tulip 4th of Cornwall Park, 1 and champion. bbox=[824, 215, 958, 241]
intro-article bbox=[14, 314, 330, 414]
article-paragraph: Three fat wethers, under 18 months, long wool crosses.—R. Farley 1, A. A. Verry 2. bbox=[968, 1024, 1100, 1037]
article-paragraph: The contest for the Second Hawera Certificate of Breed Stakes, under the auspices of the Hawera Jersey Cattle Club resulted in Mr. H. Stones's Bessie's Golden Viola securing first place and the prize of £42 with Mr. R. L. Horn's Okau Ku Ku Duchess as second (£17 10s), and Mr. T. H. Western's Oakland's Viscountess third (£10 10s). All three animals pleased the judge very much and caused him a good deal of deliberation before finally reaching a decision. Of the champion bulls (Mr. H. Salway's Victor's Handsome Prince) and the reserve champion (Mr. J. Pettigrew's Sampcil), Mr. Moreland said both were extremely good types with very little between them. The yearling bull class was, however, disappointing in the number of entries though the quality was all that could be desired. bbox=[338, 257, 490, 361]
section-heading: JERSEYS. bbox=[719, 521, 757, 530]
page-number: 6 bbox=[14, 9, 25, 27]
article-paragraph: Spring Carter.—A. Lankow (Manaia); reserve, D. W. Robinson (Hawera). bbox=[500, 114, 652, 128]
article-paragraph: "It has been very hard judging," said the judge when referring to the female classes. It was unusual that the winner of the open aged cow, in which class there were 11 entries, was unable to compete against those holding authentic butter-fat records owing to the fact that she did not calve in time to qualify for a C.O.R. certificate. The champion cow (Mr. R. L. Horn's Ku Ku Brooklet) and the reserve (Mr. F. W. Cornwall's Oakland's Lady Brampton), were both of a well-developed dairy type and showed Jersey characteristics and constitution approaching ideal type. There was little to choose between the animals. bbox=[338, 361, 490, 446]
section-heading: SHORTHORNS. bbox=[222, 863, 282, 872]
section-heading: AYRSHIRES. bbox=[714, 253, 762, 262]
article-paragraph: Two ewes, under 18 months.—Blair and Hunter 1, J. G. Alexander 2, M. Voss and Sons 3. bbox=[968, 693, 1100, 713]
section-heading: JERSEYS. bbox=[395, 207, 433, 216]
